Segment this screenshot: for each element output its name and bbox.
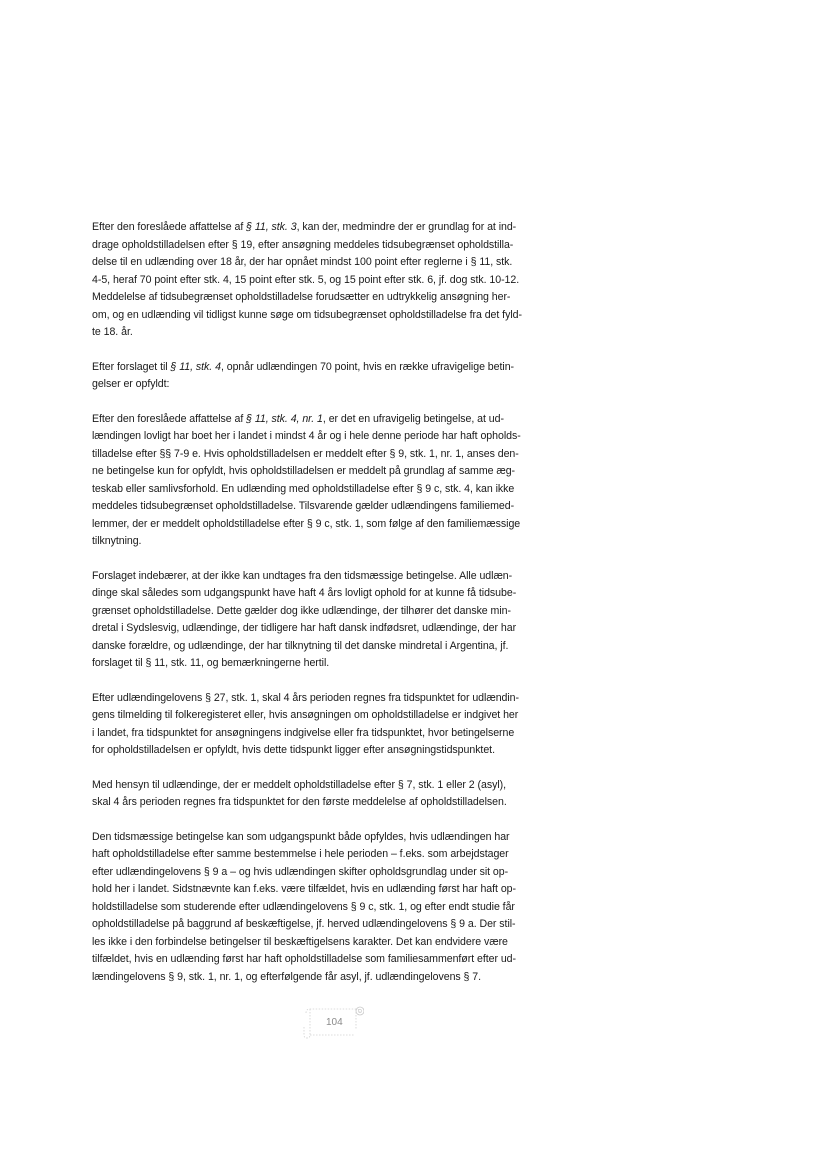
text-run: tilknytning. (92, 535, 142, 547)
text-line (92, 463, 583, 481)
text-run: teskab eller samlivsforhold. En udlænding med opholdstilladelse efter § 9 c, stk. 4, kan ikke (92, 482, 515, 495)
text-run: grænset opholdstilladelse. Dette gælder dog ikke udlændinge, der tilhører det danske min- (92, 604, 511, 617)
text-line (92, 585, 583, 603)
text-run: Den tidsmæssige betingelse kan som udgangspunkt både opfyldes, hvis udlændingen har (92, 830, 510, 843)
text-line (92, 359, 583, 377)
text-run: dretal i Sydslesvig, udlændinge, der tidligere har haft dansk indfødsret, udlændinge, der har (92, 622, 517, 634)
text-line (92, 864, 583, 882)
text-line (92, 934, 583, 952)
text-run: efter udlændingelovens § 9 a – og hvis udlændingen skifter opholdsgrundlag under sit op- (92, 865, 509, 878)
text-line (92, 969, 583, 987)
text-run: hold her i landet. Sidstnævnte kan f.eks. være tilfældet, hvis en udlænding først har haft op- (92, 883, 516, 895)
text-line (92, 777, 583, 795)
text-run: Forslaget indebærer, at der ikke kan undtages fra den tidsmæssige betingelse. Alle udlæn- (92, 569, 513, 582)
text-run: tilfældet, hvis en udlænding først har haft opholdstilladelse som familiesammenført efter ud- (92, 953, 516, 965)
text-run: tilladelse efter §§ 7-9 e. Hvis opholdstilladelsen er meddelt efter § 9, stk. 1, nr. 1, anses den- (92, 447, 519, 460)
text-run: holdstilladelse som studerende efter udlændingelovens § 9 c, stk. 1, og efter endt studie får (92, 900, 515, 913)
text-run: om, og en udlænding vil tidligst kunne søge om tidsubegrænset opholdstilladelse fra det fyld- (92, 308, 522, 321)
text-run: skal 4 års perioden regnes fra tidspunktet for den første meddelelse af opholdstilladelsen. (92, 796, 507, 808)
text-line (92, 481, 583, 499)
text-run: te 18. år. (92, 326, 133, 338)
paragraph (92, 359, 583, 394)
text-run: ne betingelse kun for opfyldt, hvis opholdstilladelsen er meddelt på grundlag af samme æg- (92, 465, 516, 477)
text-run: gens tilmelding til folkeregisteret eller, hvis ansøgningen om opholdstilladelse er indgivet her (92, 709, 519, 721)
text-run: Med hensyn til udlændinge, der er meddelt opholdstilladelse efter § 7, stk. 1 eller 2 (asyl), (92, 778, 507, 791)
text-line (92, 498, 583, 516)
text-run: haft opholdstilladelse efter samme bestemmelse i hele perioden – f.eks. som arbejdstager (92, 848, 509, 860)
legal-reference: § 11, stk. 4, nr. 1 (246, 412, 323, 425)
text-line (92, 428, 583, 446)
text-line (92, 568, 583, 586)
text-line (92, 707, 583, 725)
paragraph (92, 690, 583, 760)
text-run: les ikke i den forbindelse betingelser til beskæftigelsens karakter. Det kan endvidere være (92, 935, 508, 948)
text-line (92, 272, 583, 290)
text-line (92, 411, 583, 429)
text-line (92, 742, 583, 760)
paragraph (92, 829, 583, 987)
text-run: meddeles tidsubegrænset opholdstilladelse. Tilsvarende gælder udlændingens familiemed- (92, 500, 515, 512)
text-line (92, 916, 583, 934)
text-run: dinge skal således som udgangspunkt have haft 4 års lovligt ophold for at kunne få tidsube- (92, 587, 517, 599)
text-run: danske forældre, og udlændinge, der har tilknytning til det danske mindretal i Argentina, jf. (92, 639, 509, 652)
text-run: Efter den foreslåede affattelse af (92, 221, 247, 233)
text-run: drage opholdstilladelsen efter § 19, efter ansøgning meddeles tidsubegrænset opholdstilla- (92, 238, 514, 251)
text-run: lemmer, der er meddelt opholdstilladelse efter § 9 c, stk. 1, som følge af den familiemæssige (92, 517, 521, 530)
text-run: lændingelovens § 9, stk. 1, nr. 1, og efterfølgende får asyl, jf. udlændingelovens § 7. (92, 970, 482, 983)
text-line (92, 620, 583, 638)
legal-reference: § 11, stk. 4 (170, 360, 221, 373)
paragraph (92, 411, 583, 551)
text-line (92, 289, 583, 307)
text-line (92, 899, 583, 917)
text-line (92, 307, 583, 325)
text-run: Efter forslaget til (92, 360, 171, 373)
text-line (92, 516, 583, 534)
text-run: Meddelelse af tidsubegrænset opholdstilladelse forudsætter en udtrykkelig ansøgning her- (92, 291, 511, 303)
text-run: , opnår udlændingen 70 point, hvis en række ufravigelige betin- (220, 360, 515, 373)
text-run: i landet, fra tidspunktet for ansøgningens indgivelse eller fra tidspunktet, hvor betingelserne (92, 726, 515, 739)
text-line (92, 951, 583, 969)
text-run: lændingen lovligt har boet her i landet i mindst 4 år og i hele denne periode har haft opholds- (92, 430, 521, 442)
text-line (92, 219, 583, 237)
text-line (92, 603, 583, 621)
body-text (92, 219, 583, 1003)
text-run: opholdstilladelse på baggrund af beskæftigelse, jf. herved udlændingelovens § 9 a. Der stil- (92, 918, 516, 930)
text-line (92, 655, 583, 673)
text-run: , kan der, medmindre der er grundlag for at ind- (296, 221, 517, 233)
text-line (92, 324, 583, 342)
text-run: Efter den foreslåede affattelse af (92, 412, 247, 425)
page-number-stamp (302, 1005, 364, 1039)
text-run: , er det en ufravigelig betingelse, at ud- (322, 412, 504, 425)
text-line (92, 254, 583, 272)
text-line (92, 638, 583, 656)
text-line (92, 881, 583, 899)
paragraph (92, 777, 583, 812)
text-run: for opholdstilladelsen er opfyldt, hvis dette tidspunkt ligger efter ansøgningstidspunktet. (92, 744, 495, 756)
paragraph (92, 568, 583, 673)
text-line (92, 446, 583, 464)
page-number: 104 (326, 1017, 343, 1028)
text-line (92, 533, 583, 551)
text-line (92, 846, 583, 864)
text-line (92, 725, 583, 743)
legal-reference: § 11, stk. 3 (246, 221, 297, 233)
text-run: Efter udlændingelovens § 27, stk. 1, skal 4 års perioden regnes fra tidspunktet for udlændin- (92, 691, 519, 704)
text-run: delse til en udlænding over 18 år, der har opnået mindst 100 point efter reglerne i § 11, stk. (92, 256, 513, 268)
text-run: gelser er opfyldt: (92, 378, 170, 390)
text-line (92, 376, 583, 394)
text-line (92, 690, 583, 708)
text-run: forslaget til § 11, stk. 11, og bemærkningerne hertil. (92, 657, 330, 669)
text-line (92, 829, 583, 847)
text-line (92, 794, 583, 812)
text-line (92, 237, 583, 255)
text-run: 4-5, heraf 70 point efter stk. 4, 15 point efter stk. 5, og 15 point efter stk. 6, jf. dog stk. 10-12. (92, 273, 520, 286)
paragraph (92, 219, 583, 342)
